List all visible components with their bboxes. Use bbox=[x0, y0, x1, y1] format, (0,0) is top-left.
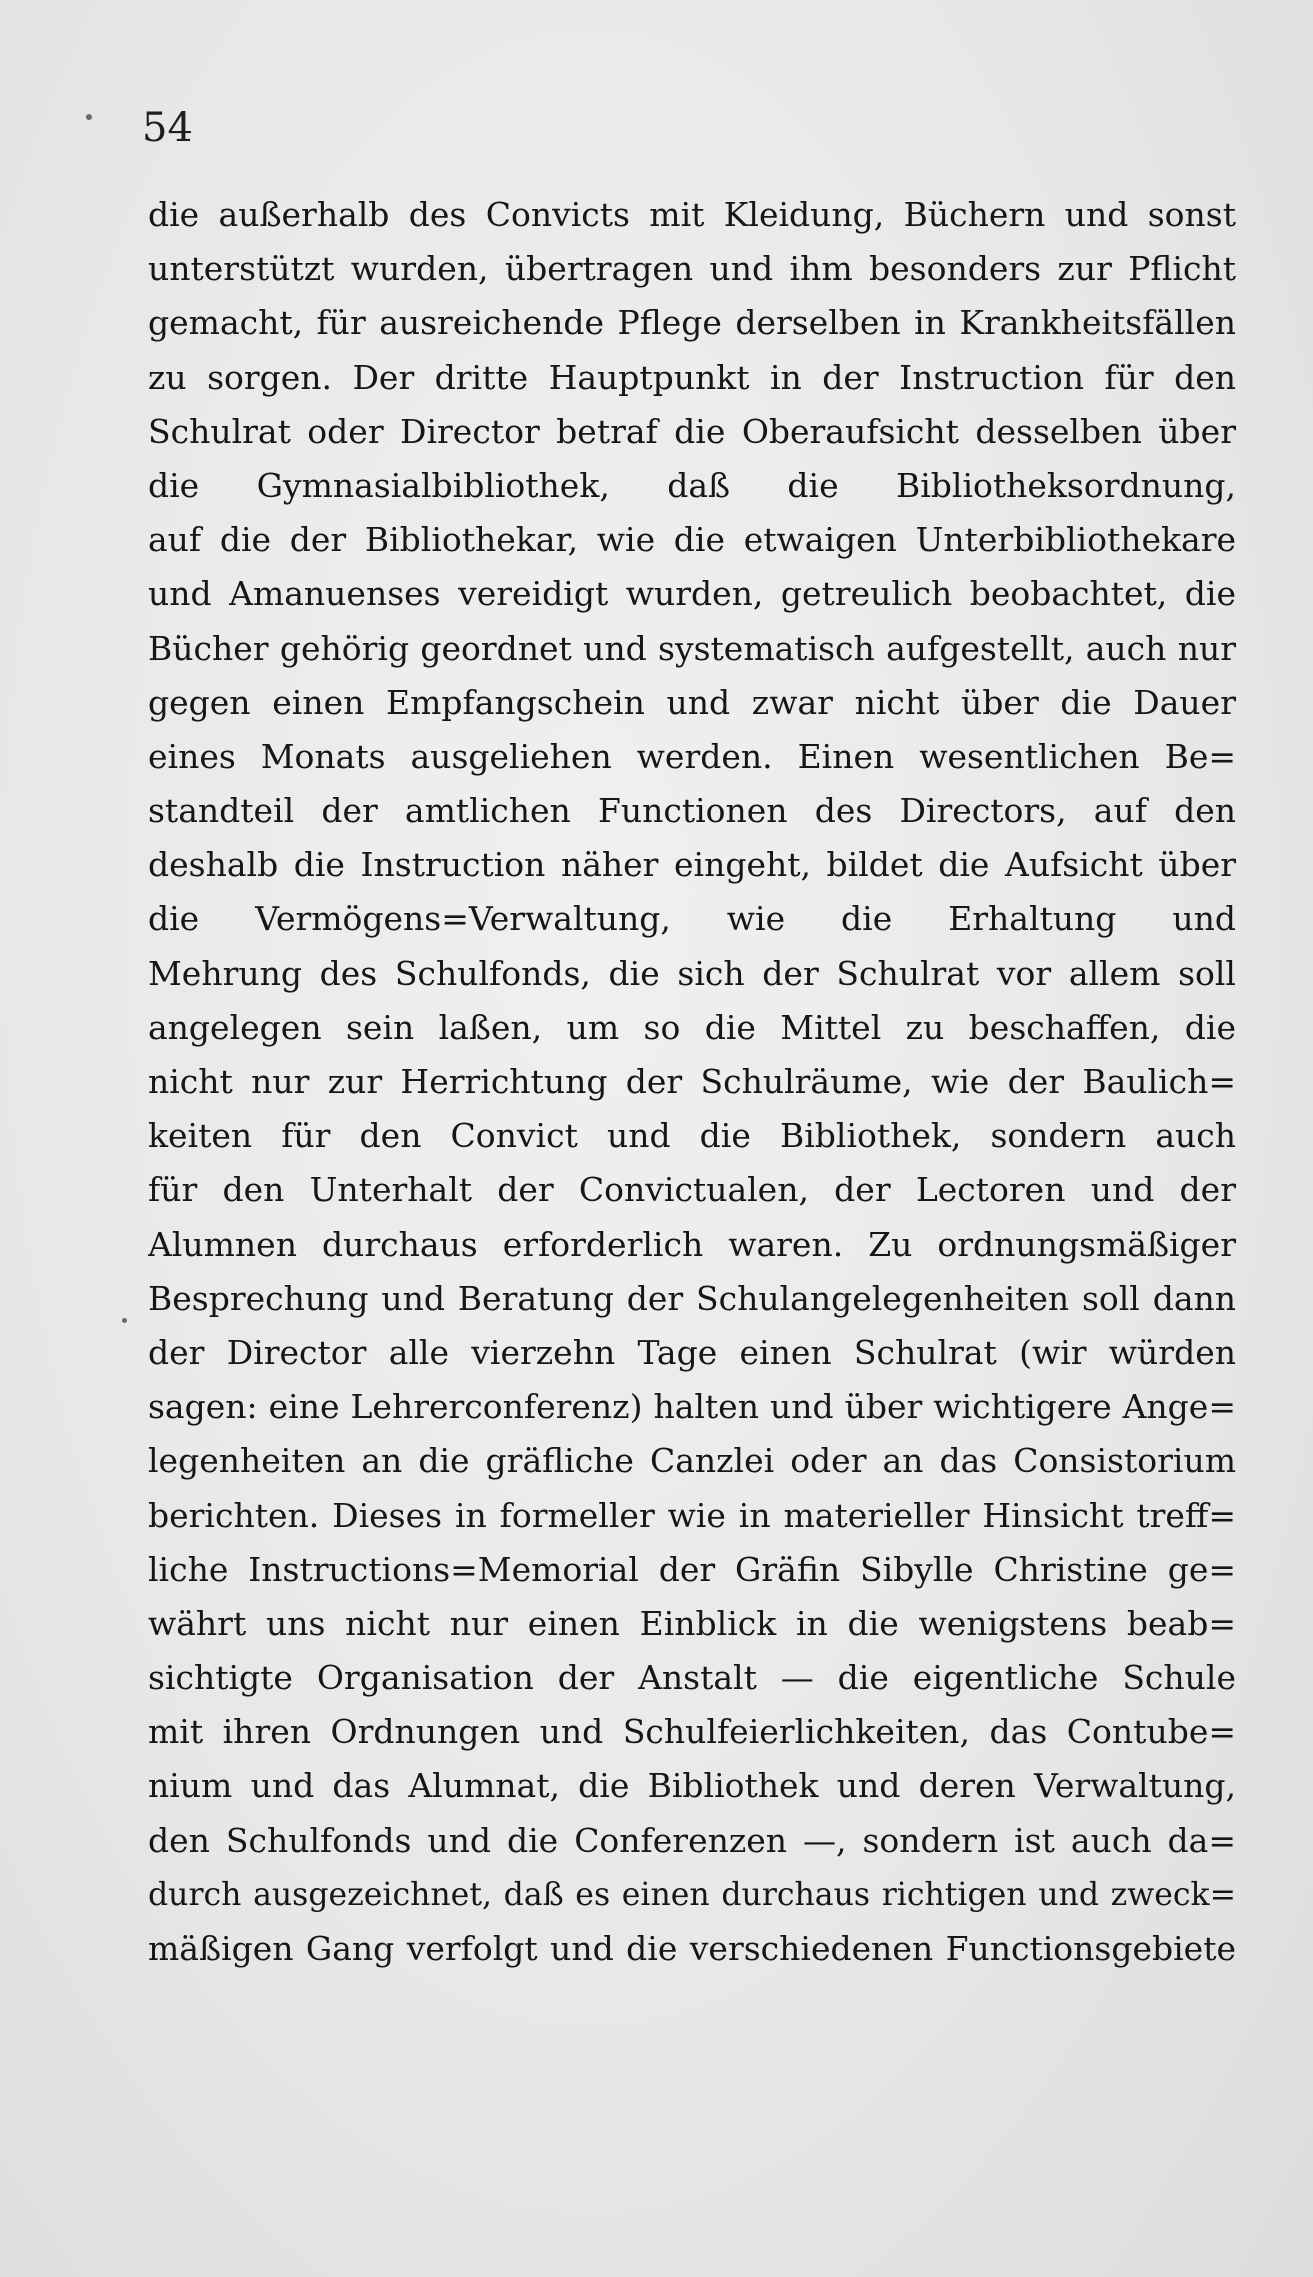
page-number: 54 bbox=[142, 105, 193, 151]
text-line: liche Instructions=Memorial der Gräfin Sibylle Christine ge= bbox=[148, 1549, 1236, 1589]
text-line: keiten für den Convict und die Bibliothek, sondern auch bbox=[148, 1116, 1236, 1156]
text-line: Bücher gehörig geordnet und systematisch aufgestellt, auch nur bbox=[148, 628, 1236, 668]
text-line: gemacht, für ausreichende Pflege derselben in Krankheitsfällen bbox=[148, 303, 1236, 343]
text-line: den Schulfonds und die Conferenzen —, sondern ist auch da= bbox=[148, 1820, 1236, 1860]
text-line: Alumnen durchaus erforderlich waren. Zu ordnungsmäßiger bbox=[148, 1224, 1236, 1264]
text-line: Schulrat oder Director betraf die Oberaufsicht desselben über bbox=[148, 411, 1236, 451]
text-line: mäßigen Gang verfolgt und die verschiedenen Functionsgebiete bbox=[148, 1929, 1236, 1968]
text-line: nicht nur zur Herrichtung der Schulräume, wie der Baulich= bbox=[148, 1062, 1236, 1101]
text-line: legenheiten an die gräfliche Canzlei oder an das Consistorium bbox=[148, 1441, 1236, 1481]
text-line: angelegen sein laßen, um so die Mittel zu beschaffen, die bbox=[148, 1007, 1236, 1047]
text-line: mit ihren Ordnungen und Schulfeierlichkeiten, das Contube= bbox=[148, 1712, 1236, 1752]
text-line: Mehrung des Schulfonds, die sich der Schulrat vor allem soll bbox=[148, 953, 1236, 993]
margin-speck bbox=[86, 114, 92, 120]
text-line: sichtigte Organisation der Anstalt — die eigentliche Schule bbox=[148, 1658, 1236, 1698]
text-line: eines Monats ausgeliehen werden. Einen wesentlichen Be= bbox=[148, 736, 1236, 776]
text-line: für den Unterhalt der Convictualen, der Lectoren und der bbox=[148, 1170, 1236, 1210]
text-line: der Director alle vierzehn Tage einen Schulrat (wir würden bbox=[148, 1332, 1236, 1372]
margin-speck bbox=[122, 1318, 127, 1323]
text-line: deshalb die Instruction näher eingeht, bildet die Aufsicht über bbox=[148, 845, 1236, 885]
text-line: währt uns nicht nur einen Einblick in die wenigstens beab= bbox=[148, 1603, 1236, 1643]
text-line: auf die der Bibliothekar, wie die etwaigen Unterbibliothekare bbox=[148, 520, 1236, 560]
text-line: die außerhalb des Convicts mit Kleidung, Büchern und sonst bbox=[148, 195, 1236, 234]
text-line: durch ausgezeichnet, daß es einen durchaus richtigen und zweck= bbox=[148, 1876, 1236, 1913]
text-line: standteil der amtlichen Functionen des Directors, auf den bbox=[148, 791, 1236, 831]
text-line: gegen einen Empfangschein und zwar nicht über die Dauer bbox=[148, 682, 1236, 722]
text-line: unterstützt wurden, übertragen und ihm besonders zur Pflicht bbox=[148, 249, 1236, 289]
text-line: Besprechung und Beratung der Schulangelegenheiten soll dann bbox=[148, 1278, 1236, 1318]
text-line: zu sorgen. Der dritte Hauptpunkt in der Instruction für den bbox=[148, 357, 1236, 397]
text-line: berichten. Dieses in formeller wie in materieller Hinsicht treff= bbox=[148, 1495, 1236, 1535]
body-text bbox=[148, 188, 1236, 1976]
text-line: nium und das Alumnat, die Bibliothek und deren Verwaltung, bbox=[148, 1766, 1236, 1806]
text-line: und Amanuenses vereidigt wurden, getreulich beobachtet, die bbox=[148, 574, 1236, 614]
text-line: sagen: eine Lehrerconferenz) halten und über wichtigere Ange= bbox=[148, 1387, 1236, 1427]
text-line: die Gymnasialbibliothek, daß die Bibliotheksordnung, bbox=[148, 465, 1236, 505]
text-line: die Vermögens=Verwaltung, wie die Erhaltung und bbox=[148, 899, 1236, 939]
